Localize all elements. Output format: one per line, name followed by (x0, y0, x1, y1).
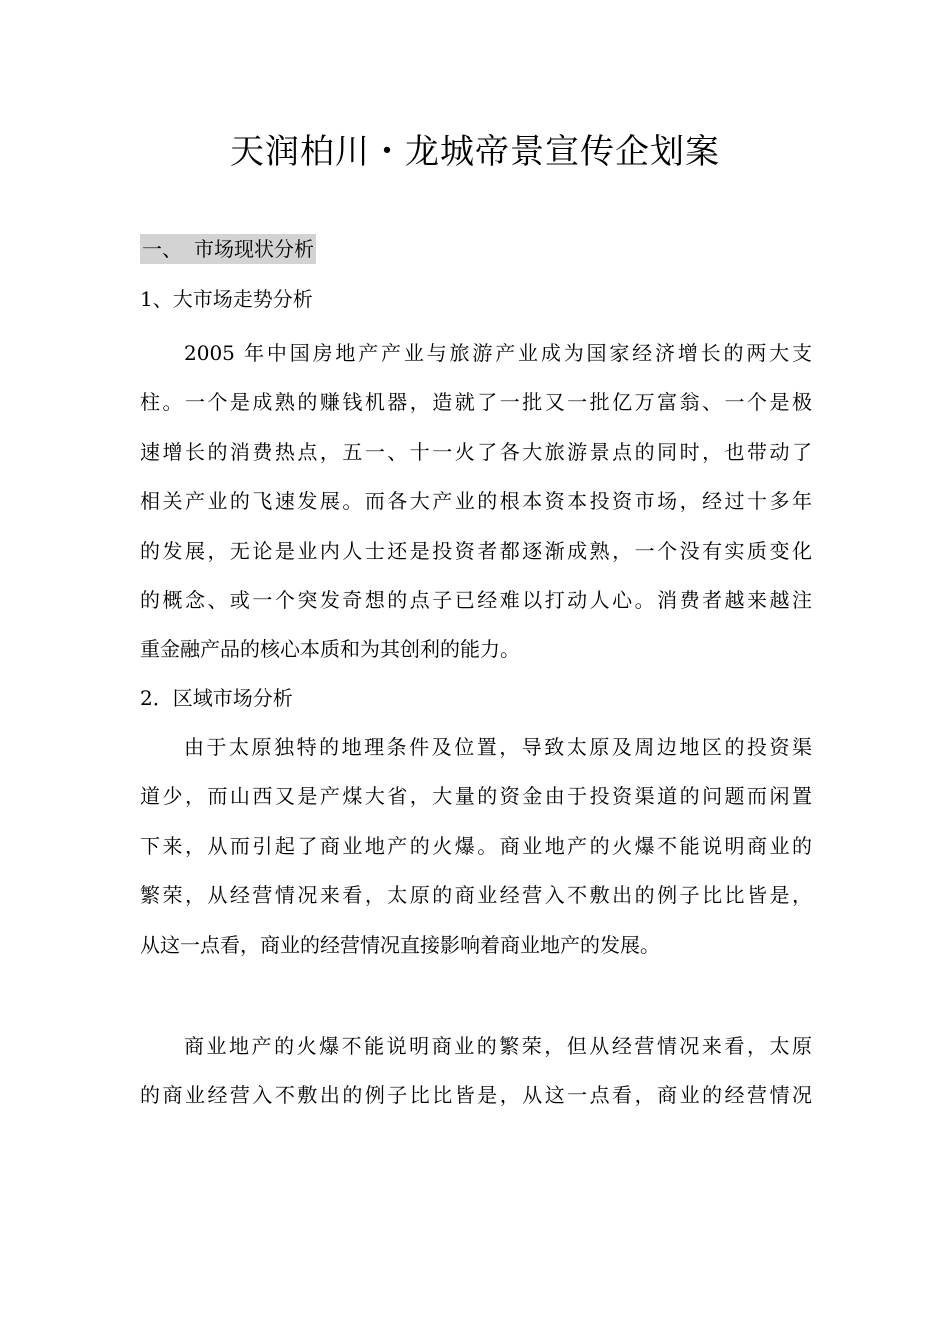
paragraph-market-trend (140, 329, 812, 675)
section-heading-text: 市场现状分析 (194, 237, 314, 261)
paragraph-line: 的发展，无论是业内人士还是投资者都逐渐成熟，一个没有实质变化 (140, 538, 812, 563)
paragraph-line: 从这一点看，商业的经营情况直接影响着商业地产的发展。 (140, 932, 660, 957)
paragraph-line: 道少，而山西又是产煤大省，大量的资金由于投资渠道的问题而闲置 (140, 784, 812, 809)
section-heading-market-status (140, 234, 316, 264)
document-title: 天润柏川・龙城帝景宣传企划案 (230, 132, 720, 172)
paragraph-line: 相关产业的飞速发展。而各大产业的根本资本投资市场，经过十多年 (140, 489, 812, 514)
subheading-regional-market: 2．区域市场分析 (140, 686, 293, 710)
section-number: 一、 (142, 237, 182, 261)
paragraph-line: 下来，从而引起了商业地产的火爆。商业地产的火爆不能说明商业的 (140, 833, 812, 858)
paragraph-line: 商业地产的火爆不能说明商业的繁荣，但从经营情况来看，太原 (184, 1034, 812, 1058)
paragraph-line: 繁荣，从经营情况来看，太原的商业经营入不敷出的例子比比皆是， (140, 883, 812, 908)
paragraph-line: 柱。一个是成熟的赚钱机器，造就了一批又一批亿万富翁、一个是极 (140, 390, 812, 415)
paragraph-line: 速增长的消费热点，五一、十一火了各大旅游景点的同时，也带动了 (140, 439, 812, 464)
paragraph-line: 的概念、或一个突发奇想的点子已经难以打动人心。消费者越来越注 (140, 588, 812, 613)
paragraph-commercial-property (140, 1022, 812, 1121)
paragraph-line: 2005 年中国房地产产业与旅游产业成为国家经济增长的两大支 (184, 341, 812, 365)
subheading-market-trend: 1、大市场走势分析 (140, 287, 313, 311)
paragraph-regional-market (140, 723, 812, 970)
paragraph-line: 重金融产品的核心本质和为其创利的能力。 (140, 637, 520, 662)
paragraph-line: 由于太原独特的地理条件及位置，导致太原及周边地区的投资渠 (184, 735, 812, 759)
paragraph-line: 的商业经营入不敷出的例子比比皆是，从这一点看，商业的经营情况 (140, 1083, 812, 1108)
